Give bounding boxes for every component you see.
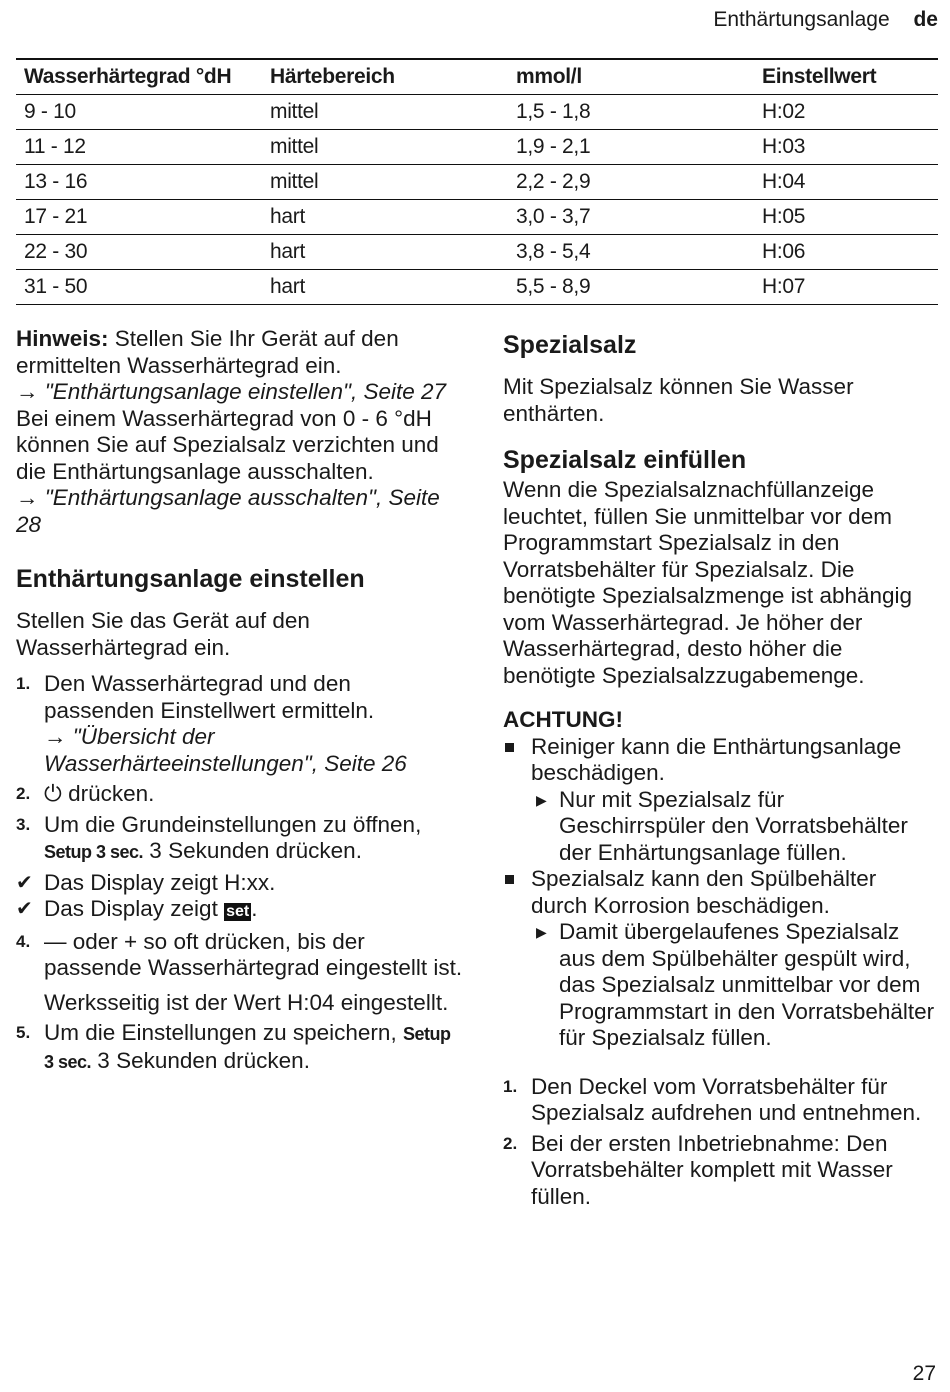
result-text: Das Display zeigt H:xx.	[44, 869, 276, 895]
table-cell: 9 - 10	[16, 95, 262, 130]
result-item	[16, 896, 464, 923]
table-cell: 13 - 16	[16, 165, 262, 200]
step-text: 3 Sekunden drücken.	[143, 838, 362, 863]
note-label: Hinweis:	[16, 326, 109, 351]
table-cell: 1,9 - 2,1	[508, 130, 754, 165]
note	[16, 326, 464, 379]
water-hardness-table	[16, 58, 938, 305]
table-cell: hart	[262, 270, 508, 305]
section-intro: Stellen Sie das Gerät auf den Wasserhärtegrad ein.	[16, 608, 310, 660]
warning-sub-text: Damit übergelaufenes Spezialsalz aus dem Spülbehälter gespült wird, das Spezialsalz unmittelbar vor dem Programmstart in den Vorratsbehälter für Spezialsalz füllen.	[559, 919, 935, 1050]
step-item	[16, 781, 464, 808]
step-item	[16, 1020, 464, 1075]
table-cell: mittel	[262, 165, 508, 200]
table-cell: H:07	[754, 270, 938, 305]
step-extra: Werksseitig ist der Wert H:04 eingestellt.	[44, 989, 449, 1015]
step-number: 1.	[16, 674, 31, 693]
warning-sub-item	[503, 919, 935, 1052]
step-item	[503, 1131, 935, 1211]
step-text: Bei der ersten Inbetriebnahme: Den Vorratsbehälter komplett mit Wasser füllen.	[531, 1130, 893, 1209]
power-icon: ⏻	[44, 781, 62, 806]
check-icon: ✔	[16, 871, 33, 894]
step-number: 1.	[503, 1076, 518, 1096]
step-item	[16, 929, 464, 1017]
table-row	[16, 270, 938, 305]
column-header: Wasserhärtegrad °dH	[16, 59, 262, 95]
table-cell: H:04	[754, 165, 938, 200]
table-row	[16, 235, 938, 270]
step-number: 5.	[16, 1023, 31, 1042]
section-heading: Spezialsalz	[503, 331, 637, 359]
table-header-row	[16, 59, 938, 95]
cross-reference-link[interactable]: → "Enthärtungsanlage ausschalten", Seite 28	[16, 485, 440, 537]
page-number: 27	[912, 1362, 936, 1385]
table-cell: hart	[262, 200, 508, 235]
table-cell: mittel	[262, 95, 508, 130]
step-text: Um die Grundeinstellungen zu öffnen,	[44, 811, 422, 837]
step-text: 3 Sekunden drücken.	[91, 1047, 310, 1073]
table-cell: 11 - 12	[16, 130, 262, 165]
set-display-badge: set	[226, 903, 250, 920]
note-text-2: Bei einem Wasserhärtegrad von 0 - 6 °dH können Sie auf Spezialsalz verzichten und die Enthärtungsanlage ausschalten.	[16, 405, 439, 484]
table-cell: 3,0 - 3,7	[508, 200, 754, 235]
section-heading: Enthärtungsanlage einstellen	[16, 565, 365, 593]
step-number: 3.	[16, 814, 31, 834]
step-text: oder + so oft drücken, bis der passende Wasserhärtegrad eingestellt ist.	[44, 928, 463, 980]
table-cell: mittel	[262, 130, 508, 165]
column-header: Einstellwert	[754, 59, 938, 95]
column-header: mmol/l	[508, 59, 754, 95]
language-code: de	[913, 8, 938, 31]
table-cell: 1,5 - 1,8	[508, 95, 754, 130]
bullet-square-icon	[505, 743, 514, 752]
step-text: Den Wasserhärtegrad und den passenden Einstellwert ermitteln.	[44, 671, 375, 723]
cross-reference-link[interactable]: → "Enthärtungsanlage einstellen", Seite 27	[16, 379, 447, 404]
step-text: Den Deckel vom Vorratsbehälter für Spezialsalz aufdrehen und entnehmen.	[531, 1073, 922, 1125]
step-number: 2.	[16, 784, 31, 803]
right-column	[503, 326, 935, 1210]
left-column	[16, 326, 464, 1075]
table-row	[16, 95, 938, 130]
cross-reference-link[interactable]: → "Übersicht der Wasserhärteeinstellungen", Seite 26	[44, 724, 407, 776]
step-item	[16, 671, 464, 777]
instruction-steps	[503, 1074, 935, 1211]
table-cell: hart	[262, 235, 508, 270]
warning-label: ACHTUNG!	[503, 707, 623, 732]
setup-button-label: Setup 3 sec.	[44, 1024, 451, 1072]
instruction-steps	[16, 671, 464, 1075]
step-item	[503, 1074, 935, 1127]
table-cell: H:06	[754, 235, 938, 270]
column-header: Härtebereich	[262, 59, 508, 95]
step-text: Um die Einstellungen zu speichern,	[44, 1020, 403, 1045]
result-text: Das Display zeigt	[44, 896, 225, 921]
warning-item	[503, 734, 935, 787]
warning-text: Spezialsalz kann den Spülbehälter durch Korrosion beschädigen.	[531, 866, 877, 918]
warning-text: Reiniger kann die Enthärtungsanlage beschädigen.	[531, 733, 902, 785]
warning-sub-text: Nur mit Spezialsalz für Geschirrspüler den Vorratsbehälter der Enhärtungsanlage füllen.	[559, 786, 908, 865]
step-text: drücken.	[61, 781, 155, 806]
warning-item	[503, 866, 935, 919]
bullet-square-icon	[505, 875, 514, 884]
page-header	[713, 8, 938, 32]
section-heading: Spezialsalz einfüllen	[503, 446, 747, 474]
setup-button-label: Setup 3 sec.	[44, 842, 144, 862]
table-cell: H:02	[754, 95, 938, 130]
warning-sub-item	[503, 787, 935, 867]
header-title: Enthärtungsanlage	[713, 8, 890, 31]
table-row	[16, 130, 938, 165]
paragraph: Wenn die Spezialsalznachfüllanzeige leuchtet, füllen Sie unmittelbar vor dem Programmstart Spezialsalz in den Vorratsbehälter für Spezialsalz. Die benötigte Spezialsalzmenge ist abhängig vom Wasserhärtegrad. Je höher der Wasserhärtegrad, desto höher die benötigte Spezialsalzzugabemenge.	[503, 477, 913, 688]
triangle-right-icon: ▶	[536, 924, 547, 940]
step-number: 4.	[16, 931, 31, 951]
table-cell: 17 - 21	[16, 200, 262, 235]
triangle-right-icon: ▶	[536, 791, 547, 808]
check-icon: ✔	[16, 898, 33, 920]
minus-icon: —	[44, 928, 67, 954]
step-item	[16, 812, 464, 866]
table-cell: H:05	[754, 200, 938, 235]
note-text: Stellen Sie Ihr Gerät auf den ermittelten Wasserhärtegrad ein.	[16, 326, 399, 378]
table-cell: 2,2 - 2,9	[508, 165, 754, 200]
table-cell: 22 - 30	[16, 235, 262, 270]
table-row	[16, 200, 938, 235]
result-text: .	[251, 896, 258, 921]
table-cell: 31 - 50	[16, 270, 262, 305]
result-item	[16, 870, 464, 897]
table-cell: H:03	[754, 130, 938, 165]
table-cell: 3,8 - 5,4	[508, 235, 754, 270]
table-row	[16, 165, 938, 200]
step-number: 2.	[503, 1133, 518, 1153]
table-cell: 5,5 - 8,9	[508, 270, 754, 305]
paragraph: Mit Spezialsalz können Sie Wasser enthärten.	[503, 374, 854, 426]
